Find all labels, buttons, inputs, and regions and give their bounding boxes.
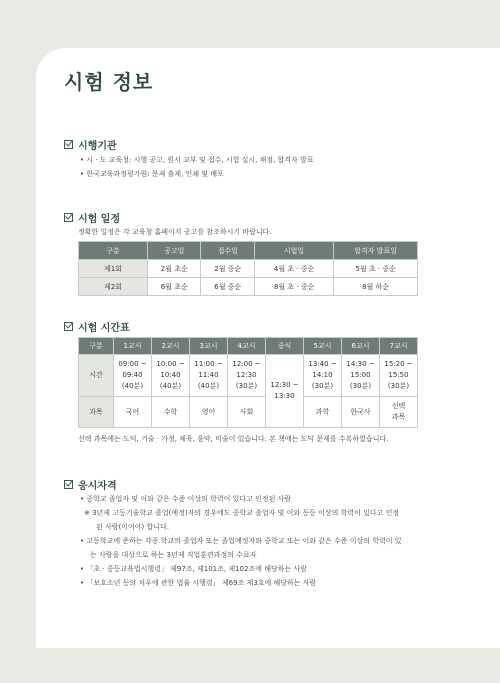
list-item: • 시 · 도 교육청: 시행 공고, 원서 교부 및 접수, 시험 실시, 채점, 합격자 발표 — [80, 156, 314, 164]
timetable-note: 선택 과목에는 도덕, 기술 · 가정, 체육, 음악, 미술이 있습니다. 본 책에는 도덕 문제를 수록하였습니다. — [78, 435, 389, 443]
time-cell: 11:00 ~ 11:40 (40분) — [190, 355, 228, 397]
section-title: 시험 일정 — [78, 214, 121, 225]
eligibility-line: 는 사람을 대상으로 하는 3년제 직업훈련과정의 수료자 — [90, 551, 257, 559]
section-timetable-heading — [64, 319, 130, 334]
schedule-table — [78, 241, 418, 296]
subject-cell: 과학 — [304, 397, 342, 428]
table-header: 5교시 — [304, 338, 342, 355]
table-cell: 시간 — [79, 355, 114, 397]
subject-cell: 선택 과목 — [380, 397, 418, 428]
table-cell: 8월 하순 — [334, 278, 418, 296]
time-cell: 13:40 ~ 14:10 (30분) — [304, 355, 342, 397]
lunch-cell: 12:30 ~ 13:30 — [266, 355, 304, 428]
table-row-subject — [79, 397, 418, 428]
table-cell: 8월 초 · 중순 — [254, 278, 333, 296]
table-cell: 4월 초 · 중순 — [254, 260, 333, 278]
table-header: 구분 — [79, 242, 148, 260]
table-header: 4교시 — [228, 338, 266, 355]
checkbox-icon — [64, 322, 73, 331]
list-item: • 한국교육과정평가원: 문제 출제, 인쇄 및 배포 — [80, 170, 224, 178]
table-header: 중식 — [266, 338, 304, 355]
table-header: 접수일 — [201, 242, 254, 260]
table-cell: 6월 초순 — [148, 278, 201, 296]
table-header-row — [79, 242, 418, 260]
eligibility-line: • 「보호소년 등의 처우에 관한 법률 시행령」 제69조 제3호에 해당하는 사람 — [80, 579, 317, 587]
page-title: 시험 정보 — [64, 70, 154, 94]
table-cell: 2월 초순 — [148, 260, 201, 278]
time-cell: 09:00 ~ 09:40 (40분) — [114, 355, 152, 397]
time-cell: 10:00 ~ 10:40 (40분) — [152, 355, 190, 397]
subject-cell: 수학 — [152, 397, 190, 428]
table-cell: 2월 중순 — [201, 260, 254, 278]
time-cell: 12:00 ~ 12:30 (30분) — [228, 355, 266, 397]
schedule-note: 정확한 일정은 각 교육청 홈페이지 공고를 참조하시기 바랍니다. — [78, 228, 272, 236]
timetable-table — [78, 337, 418, 428]
checkbox-icon — [64, 213, 73, 222]
table-header: 시험일 — [254, 242, 333, 260]
eligibility-line: • 고등학교에 준하는 각종 학교의 졸업자 또는 졸업예정자와 중학교 또는 이와 같은 수준 이상의 학력이 있 — [80, 537, 402, 545]
section-title: 시험 시간표 — [78, 323, 130, 334]
table-cell: 제2회 — [79, 278, 148, 296]
subject-cell: 사회 — [228, 397, 266, 428]
section-agency-heading — [64, 137, 117, 152]
eligibility-line: • 중학교 졸업자 및 이와 같은 수준 이상의 학력이 있다고 인정된 사람 — [80, 495, 292, 503]
time-cell: 14:30 ~ 15:00 (30분) — [342, 355, 380, 397]
section-eligibility-heading — [64, 477, 117, 492]
table-row — [79, 278, 418, 296]
table-cell: 5월 초 · 중순 — [334, 260, 418, 278]
table-header: 합격자 발표일 — [334, 242, 418, 260]
time-cell: 15:20 ~ 15:50 (30분) — [380, 355, 418, 397]
section-schedule-heading — [64, 210, 120, 225]
table-header-row — [79, 338, 418, 355]
table-row-time — [79, 355, 418, 397]
section-title: 응시자격 — [78, 481, 117, 492]
table-header: 7교시 — [380, 338, 418, 355]
table-header: 3교시 — [190, 338, 228, 355]
subject-cell: 영어 — [190, 397, 228, 428]
table-header: 공고일 — [148, 242, 201, 260]
section-title: 시행기관 — [78, 141, 117, 152]
eligibility-line: 된 사람(이어야) 합니다. — [96, 523, 169, 531]
checkbox-icon — [64, 480, 73, 489]
subject-cell: 한국사 — [342, 397, 380, 428]
checkbox-icon — [64, 140, 73, 149]
subject-cell: 국어 — [114, 397, 152, 428]
table-header: 2교시 — [152, 338, 190, 355]
table-header: 1교시 — [114, 338, 152, 355]
table-row — [79, 260, 418, 278]
table-cell: 제1회 — [79, 260, 148, 278]
eligibility-line: ※ 3년제 고등기술학교 졸업(예정)자의 경우에도 중학교 졸업자 및 이와 동등 이상의 학력이 있다고 인정 — [84, 509, 400, 517]
table-header: 구분 — [79, 338, 114, 355]
table-header: 6교시 — [342, 338, 380, 355]
table-cell: 과목 — [79, 397, 114, 428]
table-cell: 6월 중순 — [201, 278, 254, 296]
eligibility-line: • 「초 · 중등교육법시행령」 제97조, 제101조, 제102조에 해당하는 사람 — [80, 565, 307, 573]
